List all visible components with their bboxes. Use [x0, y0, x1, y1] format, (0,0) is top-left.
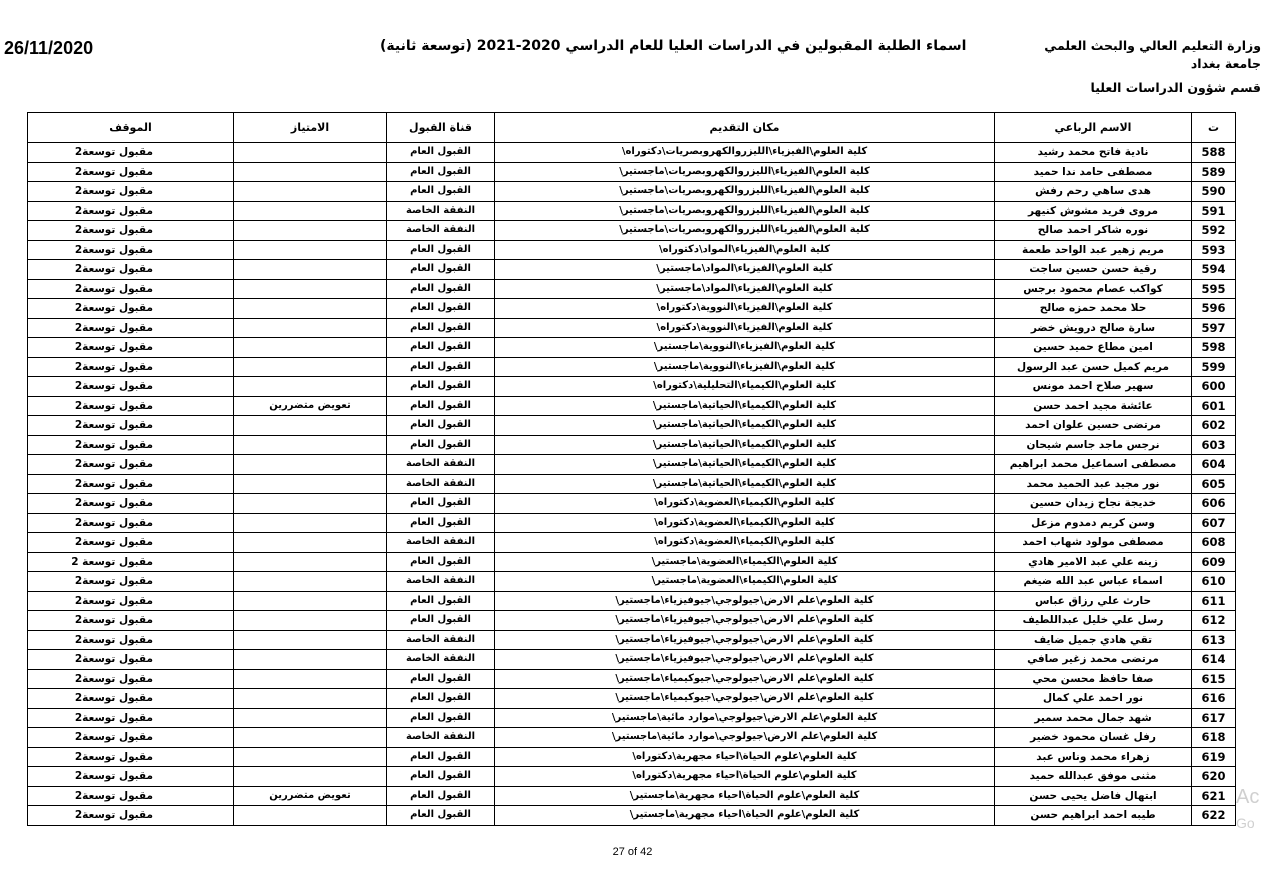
cell-student-name: هدى ساهي رحم رفش [995, 182, 1192, 202]
cell-application-place: كلية العلوم\الكيمياء\العضوية\دكتوراه\ [495, 494, 995, 514]
cell-application-place: كلية العلوم\علم الارض\جيولوجي\جيوفيزياء\ماجستير\ [495, 630, 995, 650]
cell-admission-status: مقبول توسعة2 [28, 533, 234, 553]
table-row [28, 533, 1236, 553]
cell-student-name: رفل غسان محمود خضير [995, 728, 1192, 748]
table-row [28, 474, 1236, 494]
cell-application-place: كلية العلوم\الكيمياء\الحياتية\ماجستير\ [495, 435, 995, 455]
cell-admission-status: مقبول توسعة2 [28, 377, 234, 397]
cell-application-place: كلية العلوم\الكيمياء\الحياتية\ماجستير\ [495, 396, 995, 416]
cell-privilege [234, 416, 387, 436]
cell-row-index: 599 [1192, 357, 1236, 377]
cell-row-index: 610 [1192, 572, 1236, 592]
cell-student-name: نور احمد علي كمال [995, 689, 1192, 709]
cell-application-place: كلية العلوم\الفيزياء\النووية\دكتوراه\ [495, 318, 995, 338]
cell-privilege [234, 591, 387, 611]
cell-admission-status: مقبول توسعة2 [28, 747, 234, 767]
cell-admission-channel: النفقة الخاصة [387, 650, 495, 670]
cell-application-place: كلية العلوم\علوم الحياة\احياء مجهرية\ماجستير\ [495, 806, 995, 826]
cell-admission-channel: القبول العام [387, 435, 495, 455]
cell-privilege [234, 474, 387, 494]
cell-application-place: كلية العلوم\الفيزياء\النووية\ماجستير\ [495, 357, 995, 377]
cell-admission-channel: القبول العام [387, 689, 495, 709]
cell-privilege [234, 806, 387, 826]
cell-application-place: كلية العلوم\الفيزياء\النووية\ماجستير\ [495, 338, 995, 358]
cell-admission-channel: النفقة الخاصة [387, 533, 495, 553]
cell-application-place: كلية العلوم\الكيمياء\العضوية\ماجستير\ [495, 572, 995, 592]
cell-admission-channel: القبول العام [387, 318, 495, 338]
cell-application-place: كلية العلوم\الكيمياء\الحياتية\ماجستير\ [495, 416, 995, 436]
cell-student-name: تقي هادي جميل ضايف [995, 630, 1192, 650]
table-row [28, 221, 1236, 241]
cell-application-place: كلية العلوم\علوم الحياة\احياء مجهرية\ماجستير\ [495, 786, 995, 806]
cell-application-place: كلية العلوم\الكيمياء\العضوية\ماجستير\ [495, 552, 995, 572]
cell-student-name: حلا محمد حمزه صالح [995, 299, 1192, 319]
activation-watermark [1236, 784, 1259, 836]
cell-row-index: 592 [1192, 221, 1236, 241]
cell-privilege [234, 494, 387, 514]
cell-admission-channel: القبول العام [387, 552, 495, 572]
cell-student-name: خديجة نجاح زيدان حسين [995, 494, 1192, 514]
cell-admission-status: مقبول توسعة 2 [28, 552, 234, 572]
cell-row-index: 594 [1192, 260, 1236, 280]
table-row [28, 513, 1236, 533]
cell-privilege [234, 455, 387, 475]
cell-admission-channel: القبول العام [387, 240, 495, 260]
cell-admission-status: مقبول توسعة2 [28, 650, 234, 670]
cell-row-index: 607 [1192, 513, 1236, 533]
cell-admission-status: مقبول توسعة2 [28, 611, 234, 631]
cell-admission-channel: النفقة الخاصة [387, 630, 495, 650]
cell-admission-status: مقبول توسعة2 [28, 708, 234, 728]
table-row [28, 260, 1236, 280]
table-row [28, 708, 1236, 728]
cell-admission-status: مقبول توسعة2 [28, 591, 234, 611]
cell-privilege [234, 435, 387, 455]
cell-privilege [234, 650, 387, 670]
cell-admission-channel: القبول العام [387, 260, 495, 280]
cell-privilege [234, 669, 387, 689]
cell-student-name: مروى فريد مشوش كنيهر [995, 201, 1192, 221]
cell-application-place: كلية العلوم\الفيزياء\الليزروالكهروبصريات\ماجستير\ [495, 162, 995, 182]
cell-student-name: رقية حسن حسين ساجت [995, 260, 1192, 280]
cell-admission-status: مقبول توسعة2 [28, 299, 234, 319]
table-row [28, 357, 1236, 377]
cell-privilege [234, 728, 387, 748]
cell-privilege [234, 260, 387, 280]
cell-application-place: كلية العلوم\الفيزياء\الليزروالكهروبصريات\ماجستير\ [495, 201, 995, 221]
cell-student-name: مرتضى محمد زغير صافي [995, 650, 1192, 670]
cell-application-place: كلية العلوم\الكيمياء\العضوية\دكتوراه\ [495, 533, 995, 553]
cell-privilege [234, 240, 387, 260]
cell-row-index: 596 [1192, 299, 1236, 319]
table-row [28, 786, 1236, 806]
cell-admission-channel: القبول العام [387, 416, 495, 436]
cell-application-place: كلية العلوم\الفيزياء\النووية\دكتوراه\ [495, 299, 995, 319]
cell-admission-status: مقبول توسعة2 [28, 201, 234, 221]
table-row [28, 611, 1236, 631]
table-row [28, 630, 1236, 650]
cell-row-index: 608 [1192, 533, 1236, 553]
cell-application-place: كلية العلوم\علم الارض\جيولوجي\جيوفيزياء\ماجستير\ [495, 611, 995, 631]
cell-privilege [234, 552, 387, 572]
table-row [28, 201, 1236, 221]
cell-student-name: مرتضى حسين علوان احمد [995, 416, 1192, 436]
cell-admission-channel: النفقة الخاصة [387, 572, 495, 592]
table-row [28, 435, 1236, 455]
cell-privilege: تعويض متضررين [234, 786, 387, 806]
cell-admission-status: مقبول توسعة2 [28, 318, 234, 338]
cell-privilege [234, 299, 387, 319]
table-row [28, 162, 1236, 182]
table-row [28, 182, 1236, 202]
cell-admission-channel: القبول العام [387, 786, 495, 806]
cell-admission-channel: النفقة الخاصة [387, 728, 495, 748]
cell-admission-status: مقبول توسعة2 [28, 806, 234, 826]
admitted-students-table [27, 112, 1236, 826]
cell-privilege [234, 279, 387, 299]
cell-row-index: 601 [1192, 396, 1236, 416]
cell-admission-channel: القبول العام [387, 299, 495, 319]
cell-application-place: كلية العلوم\الفيزياء\المواد\ماجستير\ [495, 260, 995, 280]
cell-row-index: 621 [1192, 786, 1236, 806]
cell-student-name: امين مطاع حميد حسين [995, 338, 1192, 358]
cell-application-place: كلية العلوم\علوم الحياة\احياء مجهرية\دكتوراه\ [495, 747, 995, 767]
cell-student-name: نرجس ماجد جاسم شيحان [995, 435, 1192, 455]
cell-student-name: زهراء محمد وناس عبد [995, 747, 1192, 767]
cell-student-name: مصطفى اسماعيل محمد ابراهيم [995, 455, 1192, 475]
cell-admission-channel: النفقة الخاصة [387, 221, 495, 241]
cell-row-index: 618 [1192, 728, 1236, 748]
cell-privilege [234, 572, 387, 592]
column-header-index: ت [1192, 113, 1236, 143]
cell-admission-status: مقبول توسعة2 [28, 279, 234, 299]
cell-application-place: كلية العلوم\الكيمياء\الحياتية\ماجستير\ [495, 474, 995, 494]
document-title: اسماء الطلبة المقبولين في الدراسات العليا للعام الدراسي 2020-2021 (توسعة ثانية) [380, 38, 967, 54]
cell-privilege [234, 201, 387, 221]
cell-student-name: مريم كميل حسن عبد الرسول [995, 357, 1192, 377]
cell-admission-status: مقبول توسعة2 [28, 767, 234, 787]
cell-admission-status: مقبول توسعة2 [28, 221, 234, 241]
cell-row-index: 590 [1192, 182, 1236, 202]
cell-admission-channel: النفقة الخاصة [387, 474, 495, 494]
cell-student-name: سارة صالح درويش خضر [995, 318, 1192, 338]
cell-admission-channel: القبول العام [387, 611, 495, 631]
table-row [28, 396, 1236, 416]
cell-row-index: 602 [1192, 416, 1236, 436]
cell-admission-status: مقبول توسعة2 [28, 182, 234, 202]
cell-row-index: 606 [1192, 494, 1236, 514]
cell-admission-channel: القبول العام [387, 494, 495, 514]
cell-admission-channel: القبول العام [387, 279, 495, 299]
cell-privilege [234, 162, 387, 182]
cell-privilege [234, 630, 387, 650]
cell-row-index: 615 [1192, 669, 1236, 689]
cell-admission-status: مقبول توسعة2 [28, 357, 234, 377]
cell-row-index: 597 [1192, 318, 1236, 338]
cell-admission-status: مقبول توسعة2 [28, 689, 234, 709]
cell-admission-channel: القبول العام [387, 747, 495, 767]
students-table-container [27, 112, 1235, 826]
cell-admission-status: مقبول توسعة2 [28, 435, 234, 455]
cell-application-place: كلية العلوم\علم الارض\جيولوجي\موارد مائية\ماجستير\ [495, 708, 995, 728]
cell-privilege [234, 747, 387, 767]
cell-admission-channel: القبول العام [387, 377, 495, 397]
cell-student-name: طيبه احمد ابراهيم حسن [995, 806, 1192, 826]
cell-admission-status: مقبول توسعة2 [28, 416, 234, 436]
cell-student-name: نوره شاكر احمد صالح [995, 221, 1192, 241]
cell-privilege [234, 533, 387, 553]
cell-admission-channel: النفقة الخاصة [387, 455, 495, 475]
document-date: 26/11/2020 [4, 38, 94, 58]
cell-row-index: 603 [1192, 435, 1236, 455]
table-row [28, 299, 1236, 319]
cell-application-place: كلية العلوم\الفيزياء\الليزروالكهروبصريات\ماجستير\ [495, 221, 995, 241]
cell-admission-status: مقبول توسعة2 [28, 572, 234, 592]
cell-row-index: 620 [1192, 767, 1236, 787]
cell-admission-channel: القبول العام [387, 669, 495, 689]
cell-admission-status: مقبول توسعة2 [28, 513, 234, 533]
cell-admission-status: مقبول توسعة2 [28, 143, 234, 163]
cell-admission-channel: القبول العام [387, 143, 495, 163]
cell-admission-channel: القبول العام [387, 338, 495, 358]
cell-application-place: كلية العلوم\الفيزياء\المواد\دكتوراه\ [495, 240, 995, 260]
table-row [28, 318, 1236, 338]
cell-application-place: كلية العلوم\علوم الحياة\احياء مجهرية\دكتوراه\ [495, 767, 995, 787]
table-row [28, 767, 1236, 787]
table-header-row [28, 113, 1236, 143]
cell-student-name: حارث علي رزاق عباس [995, 591, 1192, 611]
cell-row-index: 619 [1192, 747, 1236, 767]
table-row [28, 572, 1236, 592]
cell-row-index: 614 [1192, 650, 1236, 670]
page-number: 27 of 42 [612, 846, 653, 858]
cell-privilege [234, 357, 387, 377]
cell-application-place: كلية العلوم\الكيمياء\الحياتية\ماجستير\ [495, 455, 995, 475]
cell-application-place: كلية العلوم\علم الارض\جيولوجي\جيوكيمياء\ماجستير\ [495, 689, 995, 709]
cell-student-name: صفا حافظ محسن محي [995, 669, 1192, 689]
cell-privilege [234, 338, 387, 358]
cell-admission-status: مقبول توسعة2 [28, 260, 234, 280]
cell-admission-status: مقبول توسعة2 [28, 494, 234, 514]
cell-admission-status: مقبول توسعة2 [28, 162, 234, 182]
cell-privilege [234, 689, 387, 709]
cell-row-index: 591 [1192, 201, 1236, 221]
column-header-status: الموقف [28, 113, 234, 143]
cell-row-index: 605 [1192, 474, 1236, 494]
table-row [28, 416, 1236, 436]
table-row [28, 689, 1236, 709]
cell-student-name: شهد جمال محمد سمير [995, 708, 1192, 728]
cell-row-index: 593 [1192, 240, 1236, 260]
cell-admission-status: مقبول توسعة2 [28, 474, 234, 494]
table-row [28, 552, 1236, 572]
cell-privilege: تعويض متضررين [234, 396, 387, 416]
cell-student-name: رسل علي خليل عبداللطيف [995, 611, 1192, 631]
table-row [28, 377, 1236, 397]
cell-admission-status: مقبول توسعة2 [28, 728, 234, 748]
table-body [28, 143, 1236, 826]
cell-student-name: نادية فاتح محمد رشيد [995, 143, 1192, 163]
cell-admission-channel: القبول العام [387, 162, 495, 182]
cell-privilege [234, 377, 387, 397]
table-row [28, 669, 1236, 689]
column-header-place: مكان التقديم [495, 113, 995, 143]
cell-application-place: كلية العلوم\علم الارض\جيولوجي\جيوفيزياء\ماجستير\ [495, 591, 995, 611]
cell-student-name: عائشة مجيد احمد حسن [995, 396, 1192, 416]
table-row [28, 591, 1236, 611]
cell-application-place: كلية العلوم\الفيزياء\الليزروالكهروبصريات\ماجستير\ [495, 182, 995, 202]
cell-admission-channel: القبول العام [387, 182, 495, 202]
column-header-name: الاسم الرباعي [995, 113, 1192, 143]
table-row [28, 240, 1236, 260]
cell-student-name: وسن كريم دمدوم مزعل [995, 513, 1192, 533]
cell-admission-status: مقبول توسعة2 [28, 455, 234, 475]
table-row [28, 494, 1236, 514]
cell-admission-status: مقبول توسعة2 [28, 240, 234, 260]
cell-privilege [234, 708, 387, 728]
cell-privilege [234, 513, 387, 533]
cell-admission-status: مقبول توسعة2 [28, 786, 234, 806]
cell-admission-channel: القبول العام [387, 396, 495, 416]
cell-row-index: 612 [1192, 611, 1236, 631]
cell-admission-channel: القبول العام [387, 767, 495, 787]
cell-application-place: كلية العلوم\علم الارض\جيولوجي\جيوفيزياء\ماجستير\ [495, 650, 995, 670]
table-row [28, 338, 1236, 358]
cell-student-name: سهير صلاح احمد مونس [995, 377, 1192, 397]
column-header-privilege: الامتياز [234, 113, 387, 143]
cell-application-place: كلية العلوم\الفيزياء\المواد\ماجستير\ [495, 279, 995, 299]
cell-row-index: 588 [1192, 143, 1236, 163]
table-row [28, 650, 1236, 670]
cell-admission-channel: القبول العام [387, 806, 495, 826]
cell-admission-status: مقبول توسعة2 [28, 630, 234, 650]
cell-privilege [234, 143, 387, 163]
cell-student-name: نور مجيد عبد الحميد محمد [995, 474, 1192, 494]
cell-row-index: 613 [1192, 630, 1236, 650]
cell-row-index: 600 [1192, 377, 1236, 397]
cell-privilege [234, 318, 387, 338]
table-row [28, 143, 1236, 163]
cell-row-index: 595 [1192, 279, 1236, 299]
column-header-channel: قناة القبول [387, 113, 495, 143]
watermark-line-1: Ac [1236, 786, 1260, 808]
cell-admission-status: مقبول توسعة2 [28, 396, 234, 416]
cell-admission-channel: القبول العام [387, 708, 495, 728]
cell-student-name: مصطفى مولود شهاب احمد [995, 533, 1192, 553]
cell-application-place: كلية العلوم\الكيمياء\العضوية\دكتوراه\ [495, 513, 995, 533]
watermark-line-2: Go [1236, 815, 1255, 831]
cell-row-index: 622 [1192, 806, 1236, 826]
cell-admission-channel: القبول العام [387, 357, 495, 377]
cell-row-index: 589 [1192, 162, 1236, 182]
cell-student-name: مثنى موفق عبدالله حميد [995, 767, 1192, 787]
ministry-name: وزارة التعليم العالي والبحث العلمي [1044, 38, 1261, 53]
cell-row-index: 604 [1192, 455, 1236, 475]
cell-admission-status: مقبول توسعة2 [28, 338, 234, 358]
cell-admission-channel: القبول العام [387, 591, 495, 611]
university-name: جامعة بغداد [1190, 56, 1261, 71]
department-name: قسم شؤون الدراسات العليا [1090, 80, 1261, 95]
table-row [28, 747, 1236, 767]
cell-admission-channel: النفقة الخاصة [387, 201, 495, 221]
cell-application-place: كلية العلوم\الكيمياء\التحليلية\دكتوراه\ [495, 377, 995, 397]
cell-row-index: 611 [1192, 591, 1236, 611]
table-row [28, 806, 1236, 826]
cell-admission-status: مقبول توسعة2 [28, 669, 234, 689]
cell-row-index: 609 [1192, 552, 1236, 572]
cell-admission-channel: القبول العام [387, 513, 495, 533]
cell-student-name: كواكب عصام محمود برجس [995, 279, 1192, 299]
cell-privilege [234, 182, 387, 202]
cell-student-name: ابتهال فاضل يحيى حسن [995, 786, 1192, 806]
cell-student-name: زينه علي عبد الامير هادي [995, 552, 1192, 572]
cell-application-place: كلية العلوم\علم الارض\جيولوجي\موارد مائية\ماجستير\ [495, 728, 995, 748]
table-row [28, 279, 1236, 299]
table-row [28, 455, 1236, 475]
cell-student-name: مصطفى حامد ندا حميد [995, 162, 1192, 182]
cell-student-name: اسماء عباس عبد الله ضيغم [995, 572, 1192, 592]
cell-privilege [234, 767, 387, 787]
cell-row-index: 616 [1192, 689, 1236, 709]
cell-application-place: كلية العلوم\علم الارض\جيولوجي\جيوكيمياء\ماجستير\ [495, 669, 995, 689]
cell-row-index: 617 [1192, 708, 1236, 728]
table-row [28, 728, 1236, 748]
cell-privilege [234, 611, 387, 631]
cell-row-index: 598 [1192, 338, 1236, 358]
cell-application-place: كلية العلوم\الفيزياء\الليزروالكهروبصريات\دكتوراه\ [495, 143, 995, 163]
cell-student-name: مريم زهير عبد الواحد طعمة [995, 240, 1192, 260]
cell-privilege [234, 221, 387, 241]
